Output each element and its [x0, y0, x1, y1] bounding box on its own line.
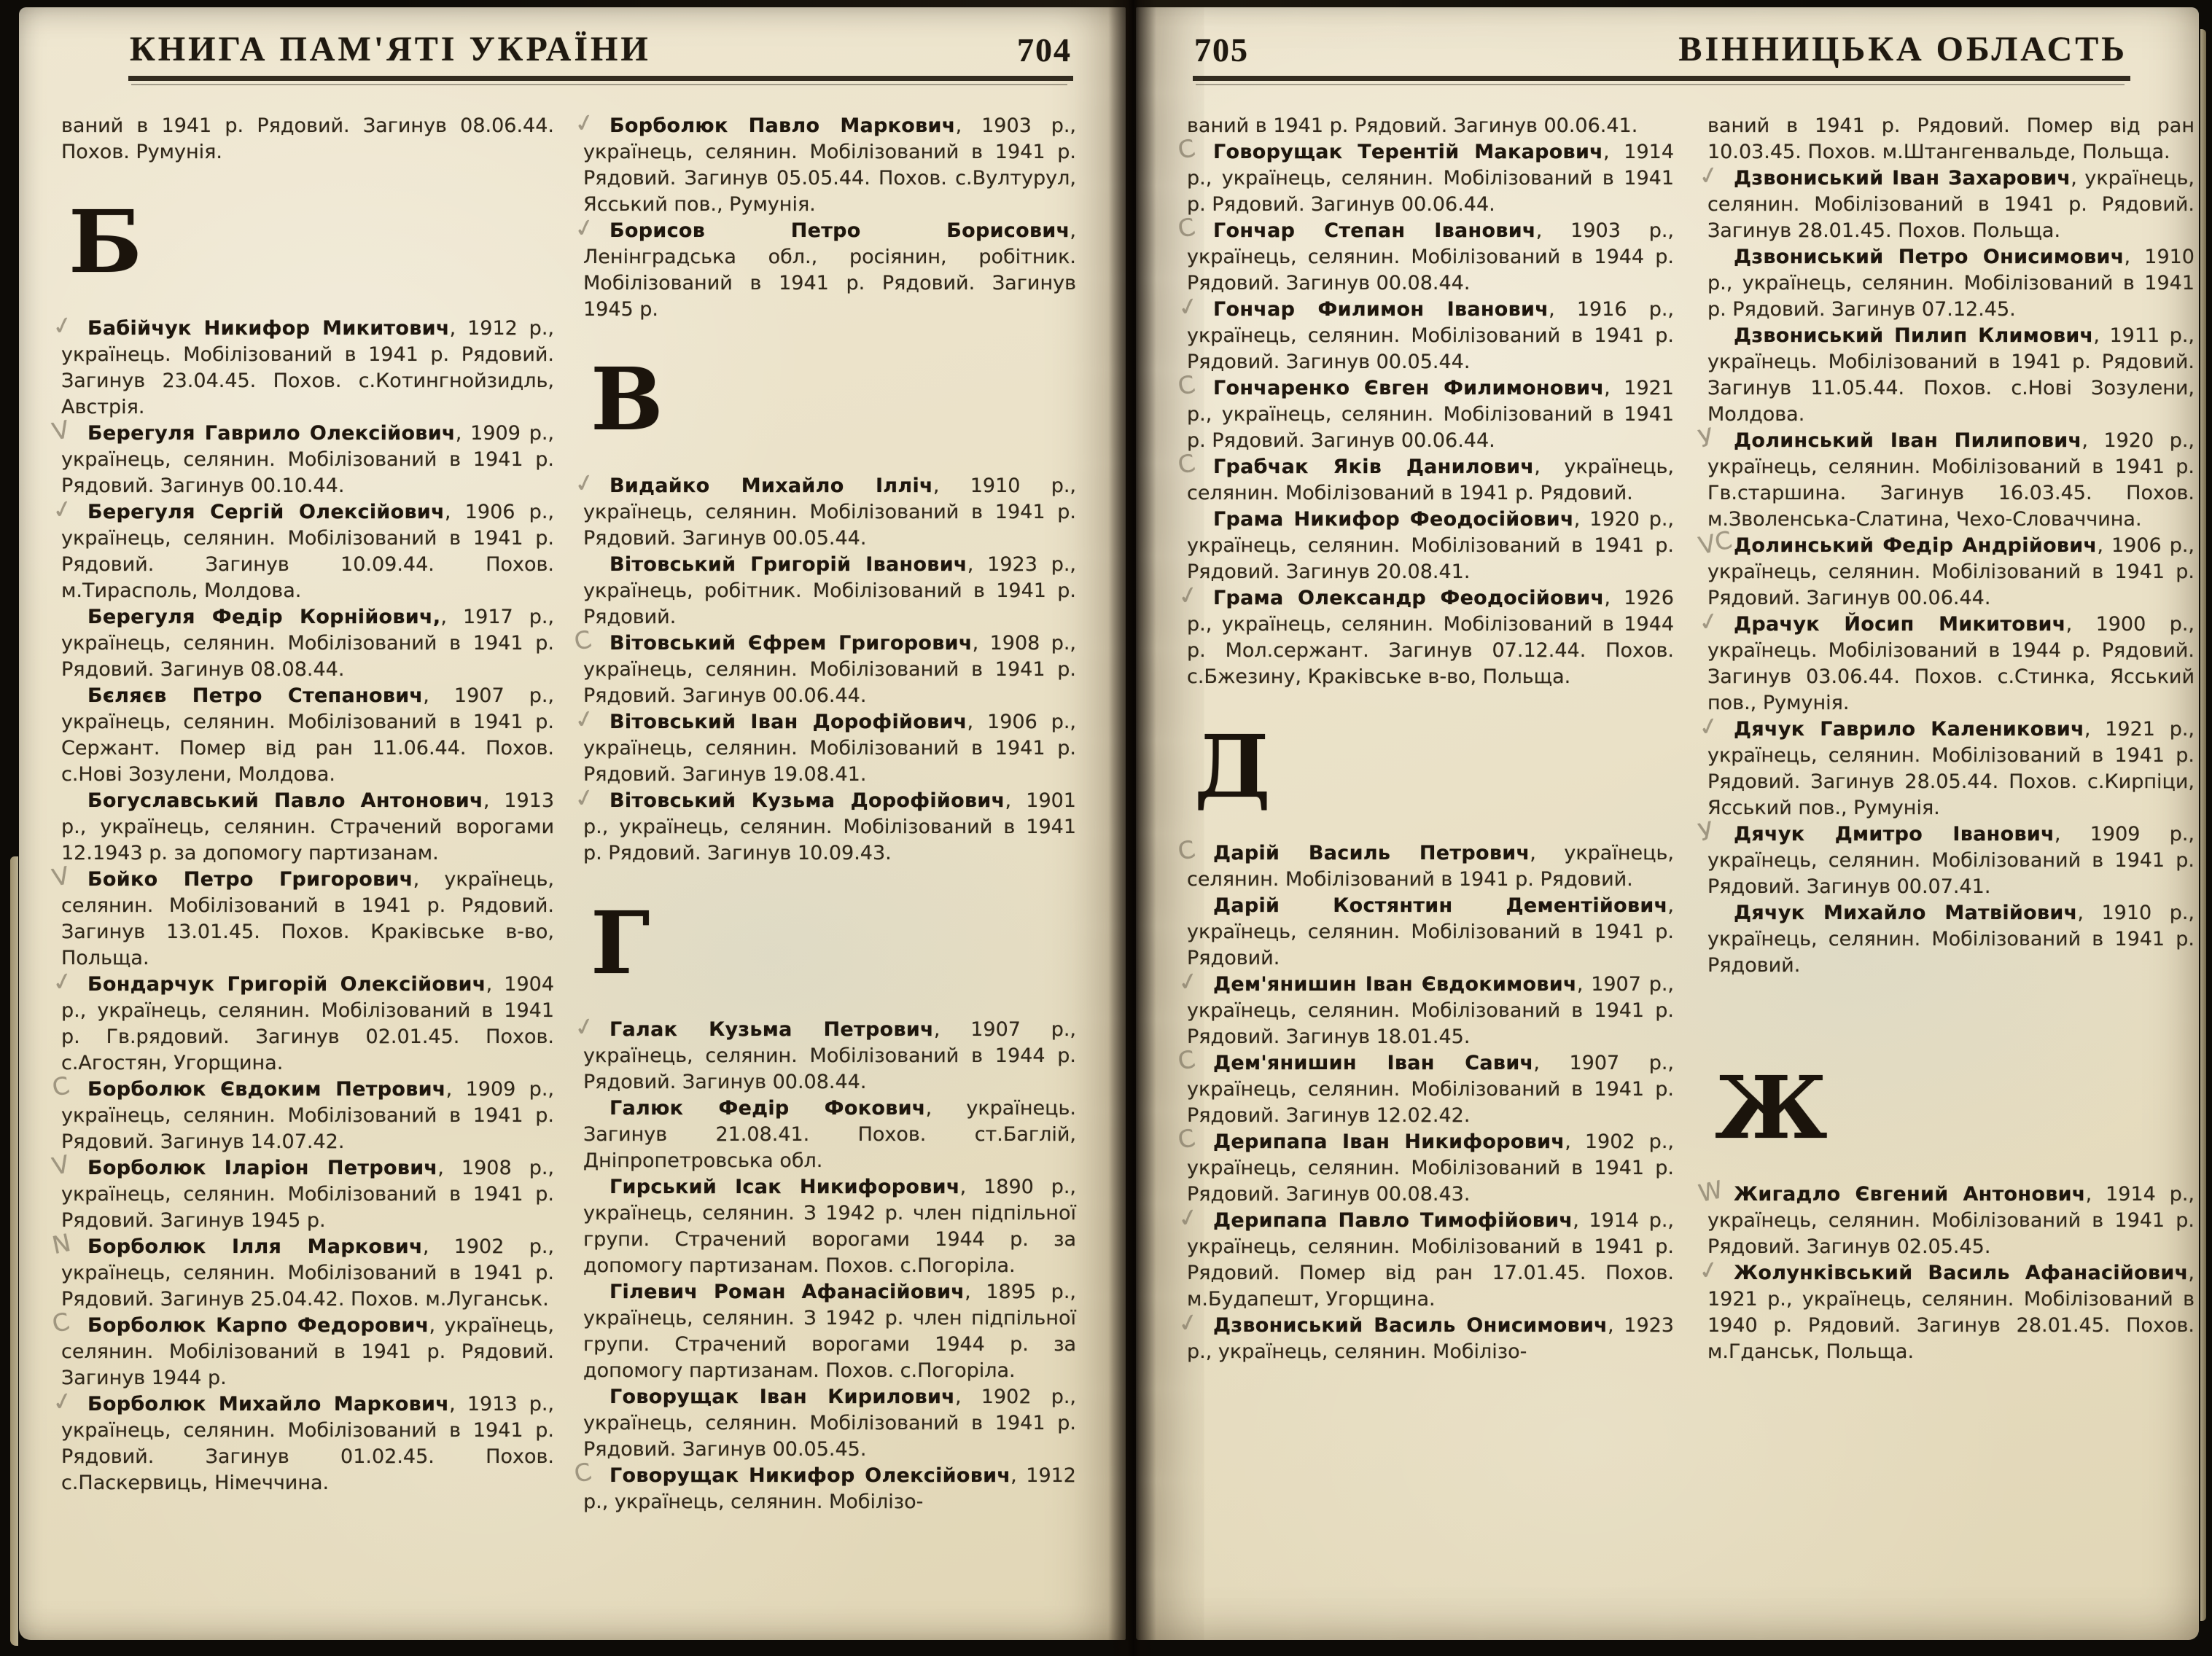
person-name: Богуславський Павло Антонович	[87, 789, 483, 812]
pencil-mark: С	[1175, 370, 1198, 401]
memorial-entry	[1696, 1254, 2195, 1365]
pencil-mark: ✓	[1696, 710, 1722, 743]
entry-details: , українець, селянин. Мобілізований в 1941 р. Рядовий. Загинув 1944 р.	[61, 1314, 555, 1389]
entry-details: , українець, селянин. Мобілізований в 1941 р. Рядовий.	[1187, 842, 1674, 891]
memorial-entry	[61, 788, 554, 867]
pencil-mark: ✓	[1175, 290, 1202, 323]
entry-details: , 1909 р., українець, селянин. Мобілізований в 1941 р. Рядовий. Загинув 00.07.41.	[1707, 823, 2195, 898]
section-letter-Г: Г	[591, 892, 650, 993]
pencil-mark: N	[50, 1227, 74, 1260]
pencil-mark: ✓	[1175, 965, 1202, 998]
pencil-mark: V	[50, 415, 72, 446]
entry-details: , 1921 р., українець, селянин. Мобілізований в 1940 р. Рядовий. Загинув 28.01.45. Похов. м.Гданськ, Польща.	[1707, 1262, 2195, 1363]
person-name: Драчук Йосип Микитович	[1734, 613, 2066, 636]
section-letter-В: В	[591, 348, 663, 450]
memorial-entry	[1707, 900, 2195, 979]
entry-details: , 1917 р., українець, селянин. Мобілізований в 1941 р. Рядовий. Загинув 08.08.44.	[61, 606, 554, 681]
pencil-mark: С	[1175, 1123, 1198, 1155]
pencil-mark: ✓	[50, 1385, 76, 1418]
memorial-entry	[50, 1385, 554, 1496]
header-rule-left	[128, 76, 1073, 81]
entry-details: , 1912 р., українець, селянин. Мобілізо-	[583, 1464, 1076, 1513]
memorial-entry	[583, 1174, 1076, 1279]
memorial-entry	[1175, 1044, 1674, 1129]
person-name: Бєляєв Петро Степанович	[87, 684, 424, 707]
region-title: ВІННИЦЬКА ОБЛАСТЬ	[1678, 30, 2127, 69]
memorial-entry	[572, 625, 1077, 709]
text-column-4	[1696, 113, 2195, 1365]
memorial-entry	[1175, 133, 1674, 218]
person-name: Дячук Михайло Матвійович	[1734, 902, 2078, 924]
person-name: Жолунківський Василь Афанасійович	[1734, 1262, 2189, 1284]
pencil-mark: ✓	[572, 466, 598, 499]
entry-details: , 1890 р., українець, селянин. З 1942 р. член підпільної групи. Страчений ворогами 1944 р. за допомогу партизанам. Похов. с.Погоріла.	[583, 1176, 1076, 1277]
memorial-entry	[583, 1095, 1076, 1174]
memorial-entry	[572, 211, 1076, 323]
person-name: Вітовський Єфрем Григорович	[610, 632, 973, 655]
person-name: Борболюк Іларіон Петрович	[87, 1157, 438, 1179]
entry-details: , 1906 р., українець, селянин. Мобілізований в 1941 р. Рядовий. Загинув 19.08.41.	[583, 711, 1076, 786]
entry-details: , 1910 р., українець, селянин. Мобілізований в 1941 р. Рядовий. Загинув 00.05.44.	[583, 474, 1077, 550]
memorial-entry	[1175, 370, 1674, 454]
person-name: Дзвониський Іван Захарович	[1734, 167, 2071, 190]
person-name: Бондарчук Григорій Олексійович	[87, 973, 486, 996]
pencil-mark: С	[50, 1307, 72, 1338]
entry-details: , 1920 р., українець, селянин. Мобілізований в 1941 р. Гв.старшина. Загинув 16.03.45. Похов. м.Зволенська-Слатина, Чехо-Словаччина.	[1707, 429, 2195, 531]
entry-details: , 1907 р., українець, селянин. Мобілізований в 1941 р. Сержант. Помер від ран 11.06.44. Похов. с.Нові Зозулени, Молдова.	[61, 684, 554, 786]
entry-details: , 1902 р., українець, селянин. Мобілізований в 1941 р. Рядовий. Загинув 25.04.42. Похов. м.Луганськ.	[61, 1235, 555, 1311]
book-title: КНИГА ПАМ'ЯТІ УКРАЇНИ	[130, 30, 651, 69]
person-name: Вітовський Іван Дорофійович	[610, 711, 967, 733]
person-name: Гончар Филимон Іванович	[1213, 298, 1549, 321]
person-name: Грама Никифор Феодосійович	[1213, 508, 1574, 531]
pencil-mark: С	[572, 1457, 594, 1488]
pencil-mark: С	[1175, 133, 1198, 165]
pencil-mark: ✓	[50, 493, 76, 526]
memorial-entry	[1175, 835, 1674, 893]
memorial-entry	[50, 1227, 555, 1313]
entry-details: , 1923 р., українець, селянин. Мобілізо-	[1187, 1314, 1674, 1363]
entry-details: , українець, селянин. Мобілізований в 1941 р. Рядовий.	[1187, 456, 1674, 504]
person-name: Дерипапа Павло Тимофійович	[1213, 1209, 1573, 1232]
entry-details: , 1910 р., українець, селянин. Мобілізований в 1941 р. Рядовий.	[1707, 902, 2195, 977]
pencil-mark: У	[1696, 816, 1716, 847]
page-704	[19, 7, 1126, 1640]
pencil-mark: У	[1696, 422, 1716, 453]
pencil-mark: ✓	[50, 309, 76, 342]
pencil-mark: ✓	[1175, 1306, 1202, 1339]
entry-details: , українець, селянин. Мобілізований в 1941 р. Рядовий. Загинув 28.01.45. Похов. Польща.	[1707, 167, 2195, 242]
book-spine-shadow	[1108, 0, 1156, 1656]
memorial-entry	[572, 106, 1077, 218]
text-column-2	[572, 106, 1077, 1515]
memorial-entry	[1696, 605, 2195, 716]
person-name: Дячук Гаврило Каленикович	[1734, 718, 2084, 741]
section-letter-Ж: Ж	[1715, 1057, 1828, 1158]
memorial-entry	[61, 683, 554, 788]
columns-right-page	[1136, 81, 2199, 1365]
person-name: Дячук Дмитро Іванович	[1734, 823, 2055, 845]
pencil-mark: V	[50, 1149, 72, 1181]
pencil-mark: V	[50, 861, 72, 892]
memorial-entry	[50, 965, 554, 1077]
entry-details: , 1910 р., українець, селянин. Мобілізований в 1941 р. Рядовий. Загинув 07.12.45.	[1707, 246, 2195, 321]
pencil-mark: W	[1696, 1175, 1726, 1208]
person-name: Бабійчук Никифор Микитович	[87, 317, 450, 340]
page-number-704: 704	[1017, 31, 1072, 69]
memorial-entry	[1187, 893, 1674, 972]
person-name: Дерипапа Іван Никифорович	[1213, 1130, 1565, 1153]
memorial-entry	[1175, 579, 1674, 690]
person-name: Видайко Михайло Ілліч	[610, 474, 933, 497]
entry-details: , 1921 р., українець, селянин. Мобілізований в 1941 р. Рядовий. Загинув 00.06.44.	[1187, 377, 1674, 452]
person-name: Дем'янишин Іван Савич	[1213, 1052, 1534, 1074]
entry-details: , 1895 р., українець, селянин. З 1942 р. член підпільної групи. Страчений ворогами 1944 р. за допомогу партизанам. Похов. с.Погоріла.	[583, 1281, 1076, 1382]
entry-details: , 1907 р., українець, селянин. Мобілізований в 1944 р. Рядовий. Загинув 00.08.44.	[583, 1018, 1076, 1093]
person-name: Жигадло Євгений Антонович	[1734, 1183, 2086, 1206]
entry-continuation: ваний в 1941 р. Рядовий. Помер від ран 10.03.45. Похов. м.Штангенвальде, Польща.	[1707, 114, 2195, 163]
memorial-entry	[50, 493, 554, 604]
memorial-entry	[1175, 965, 1674, 1050]
memorial-entry	[572, 781, 1076, 867]
memorial-entry	[1175, 290, 1674, 375]
person-name: Дзвониський Пилип Климович	[1734, 324, 2094, 347]
entry-details: , 1914 р., українець, селянин. Мобілізований в 1941 р. Рядовий. Загинув 02.05.45.	[1707, 1183, 2195, 1258]
entry-details: , українець, селянин. Мобілізований в 1941 р. Рядовий. Загинув 13.01.45. Похов. Краківське в-во, Польща.	[61, 868, 554, 969]
memorial-entry	[572, 1010, 1076, 1095]
person-name: Борболюк Карпо Федорович	[87, 1314, 429, 1337]
page-705	[1136, 7, 2199, 1640]
person-name: Гончаренко Євген Филимонович	[1213, 377, 1605, 399]
entry-details: , 1909 р., українець, селянин. Мобілізований в 1941 р. Рядовий. Загинув 00.10.44.	[61, 422, 554, 497]
entry-details: , 1916 р., українець, селянин. Мобілізований в 1941 р. Рядовий. Загинув 00.05.44.	[1187, 298, 1674, 373]
person-name: Вітовський Кузьма Дорофійович	[610, 789, 1005, 812]
entry-details: , Ленінградська обл., росіянин, робітник. Мобілізований в 1941 р. Рядовий. Загинув 1945 р.	[583, 219, 1076, 321]
pencil-mark: ✓	[572, 703, 598, 735]
page-header-705	[1194, 29, 2127, 69]
memorial-entry	[583, 1384, 1076, 1463]
pencil-mark: ✓	[572, 1010, 598, 1043]
person-name: Гілевич Роман Афанасійович	[610, 1281, 965, 1303]
memorial-entry	[583, 552, 1076, 630]
person-name: Долинський Федір Андрійович	[1734, 534, 2098, 557]
pencil-mark: ✓	[50, 965, 76, 998]
columns-left-page	[19, 81, 1126, 1515]
entry-details: , 1907 р., українець, селянин. Мобілізований в 1941 р. Рядовий. Загинув 18.01.45.	[1187, 973, 1674, 1048]
pencil-mark: ✓	[1696, 159, 1722, 192]
person-name: Дзвониський Василь Онисимович	[1213, 1314, 1608, 1337]
memorial-entry	[1696, 525, 2195, 612]
entry-details: , 1908 р., українець, селянин. Мобілізований в 1941 р. Рядовий. Загинув 1945 р.	[61, 1157, 555, 1232]
person-name: Борболюк Ілля Маркович	[87, 1235, 423, 1258]
entry-details: , 1903 р., українець, селянин. Мобілізований в 1941 р. Рядовий. Загинув 05.05.44. Похов. с.Вултурул, Ясський пов., Румунія.	[583, 114, 1077, 216]
memorial-entry	[1696, 1175, 2195, 1260]
entry-details: , 1920 р., українець, селянин. Мобілізований в 1941 р. Рядовий. Загинув 20.08.41.	[1187, 508, 1674, 583]
memorial-entry	[1175, 1201, 1675, 1313]
memorial-entry	[1696, 422, 2195, 533]
entry-details: , 1906 р., українець, селянин. Мобілізований в 1941 р. Рядовий. Загинув 00.06.44.	[1707, 534, 2195, 609]
person-name: Дем'янишин Іван Євдокимович	[1213, 973, 1577, 996]
person-name: Борболюк Михайло Маркович	[87, 1393, 450, 1415]
section-letter-Д: Д	[1194, 716, 1271, 817]
entry-details: , 1913 р., українець, селянин. Страчений ворогами 12.1943 р. за допомогу партизанам.	[61, 789, 554, 864]
memorial-entry	[50, 1307, 555, 1391]
entry-details: , 1914 р., українець, селянин. Мобілізований в 1941 р. Рядовий. Загинув 00.06.44.	[1187, 141, 1674, 216]
memorial-entry	[572, 1457, 1076, 1515]
person-name: Грама Олександр Феодосійович	[1213, 587, 1605, 609]
memorial-entry	[1175, 448, 1674, 507]
entry-continuation: ваний в 1941 р. Рядовий. Загинув 08.06.44. Похов. Румунія.	[61, 114, 554, 163]
entry-details: , 1906 р., українець, селянин. Мобілізований в 1941 р. Рядовий. Загинув 10.09.44. Похов. м.Тирасполь, Молдова.	[61, 501, 554, 602]
memorial-entry	[1696, 159, 2195, 244]
memorial-entry	[572, 466, 1077, 552]
memorial-entry	[1696, 710, 2195, 821]
person-name: Говорущак Іван Кирилович	[610, 1386, 956, 1408]
pencil-mark: ✓	[572, 106, 598, 139]
pencil-mark: ✓	[1696, 1254, 1722, 1286]
pencil-mark: С	[1175, 835, 1198, 866]
section-letter-Б: Б	[69, 191, 142, 292]
pencil-mark: С	[1175, 212, 1198, 243]
entry-details: , 1902 р., українець, селянин. Мобілізований в 1941 р. Рядовий. Загинув 00.08.43.	[1187, 1130, 1674, 1206]
entry-details: , українець. Загинув 21.08.41. Похов. ст.Баглій, Дніпропетровська обл.	[583, 1097, 1076, 1172]
memorial-entry	[1707, 244, 2195, 323]
person-name: Вітовський Григорій Іванович	[610, 553, 967, 576]
memorial-entry	[50, 1071, 554, 1155]
person-name: Берегуля Гаврило Олексійович	[87, 422, 456, 445]
pencil-mark: VC	[1696, 525, 1735, 561]
pencil-mark: ✓	[1175, 1201, 1202, 1234]
pencil-mark: С	[572, 625, 594, 656]
entry-details: , 1902 р., українець, селянин. Мобілізований в 1941 р. Рядовий. Загинув 00.05.45.	[583, 1386, 1076, 1461]
entry-details: , 1900 р., українець. Мобілізований в 1944 р. Рядовий. Загинув 03.06.44. Похов. с.Стинка, Ясський пов., Румунія.	[1707, 613, 2195, 714]
pencil-mark: ✓	[572, 211, 598, 244]
memorial-entry	[50, 861, 554, 972]
pencil-mark: ✓	[1696, 605, 1722, 638]
memorial-entry	[61, 604, 554, 683]
person-name: Галак Кузьма Петрович	[610, 1018, 934, 1041]
memorial-entry	[1175, 1306, 1674, 1365]
person-name: Борболюк Павло Маркович	[610, 114, 956, 137]
text-column-3	[1175, 113, 1675, 1365]
person-name: Гончар Степан Іванович	[1213, 219, 1536, 242]
person-name: Берегуля Федір Корнійович,	[87, 606, 441, 628]
person-name: Бойко Петро Григорович	[87, 868, 413, 891]
memorial-entry	[50, 415, 554, 499]
person-name: Гирський Ісак Никифорович	[610, 1176, 960, 1198]
person-name: Борисов Петро Борисович	[610, 219, 1070, 242]
memorial-entry	[50, 309, 554, 421]
person-name: Берегуля Сергій Олексійович	[87, 501, 445, 523]
memorial-entry	[572, 703, 1076, 788]
entry-details: , українець, селянин. Мобілізований в 1941 р. Рядовий.	[1187, 894, 1674, 969]
entry-details: , 1911 р., українець. Мобілізований в 1941 р. Рядовий. Загинув 11.05.44. Похов. с.Нові Зозулени, Молдова.	[1707, 324, 2195, 426]
pencil-mark: С	[1175, 448, 1198, 480]
memorial-entry	[583, 1279, 1076, 1384]
pencil-mark: С	[50, 1071, 72, 1102]
pencil-mark: ✓	[1175, 579, 1202, 612]
entry-details: , 1901 р., українець, селянин. Мобілізований в 1941 р. Рядовий. Загинув 10.09.43.	[583, 789, 1076, 864]
memorial-entry	[1175, 212, 1674, 297]
text-column-1	[50, 113, 555, 1515]
entry-details: , 1914 р., українець, селянин. Мобілізований в 1941 р. Рядовий. Помер від ран 17.01.45. Похов. м.Будапешт, Угорщина.	[1187, 1209, 1675, 1311]
entry-details: , 1921 р., українець, селянин. Мобілізований в 1941 р. Рядовий. Загинув 28.05.44. Похов. с.Кирпіци, Ясський пов., Румунія.	[1707, 718, 2195, 819]
memorial-entry	[1707, 323, 2195, 428]
person-name: Долинський Іван Пилипович	[1734, 429, 2082, 452]
memorial-entry	[1696, 816, 2195, 900]
entry-details: , 1909 р., українець, селянин. Мобілізований в 1941 р. Рядовий. Загинув 14.07.42.	[61, 1078, 554, 1153]
pencil-mark: С	[1175, 1044, 1198, 1076]
entry-details: , 1913 р., українець, селянин. Мобілізований в 1941 р. Рядовий. Загинув 01.02.45. Похов. с.Паскервиць, Німеччина.	[61, 1393, 554, 1494]
person-name: Дарій Костянтин Дементійович	[1213, 894, 1668, 917]
entry-details: , 1923 р., українець, робітник. Мобілізований в 1941 р. Рядовий.	[583, 553, 1076, 628]
memorial-entry	[50, 1149, 555, 1234]
entry-details: , 1903 р., українець, селянин. Мобілізований в 1944 р. Рядовий. Загинув 00.08.44.	[1187, 219, 1674, 294]
entry-details: , 1926 р., українець, селянин. Мобілізований в 1944 р. Мол.сержант. Загинув 07.12.44. Похов. с.Бжезину, Краківське в-во, Польща.	[1187, 587, 1674, 688]
memorial-entry	[1175, 1123, 1674, 1208]
person-name: Говорущак Никифор Олексійович	[610, 1464, 1011, 1487]
memorial-entry	[1187, 507, 1674, 585]
person-name: Борболюк Євдоким Петрович	[87, 1078, 446, 1101]
entry-details: , 1907 р., українець, селянин. Мобілізований в 1941 р. Рядовий. Загинув 12.02.42.	[1187, 1052, 1674, 1127]
person-name: Галюк Федір Фокович	[610, 1097, 926, 1120]
entry-continuation: ваний в 1941 р. Рядовий. Загинув 00.06.41.	[1187, 114, 1638, 137]
entry-details: , 1912 р., українець. Мобілізований в 1941 р. Рядовий. Загинув 23.04.45. Похов. с.Котингнойзидль, Австрія.	[61, 317, 554, 418]
page-header-704	[130, 29, 1072, 69]
pencil-mark: ✓	[572, 781, 598, 814]
page-number-705: 705	[1194, 31, 1249, 69]
entry-details: , 1904 р., українець, селянин. Мобілізований в 1941 р. Гв.рядовий. Загинув 02.01.45. Похов. с.Агостян, Угорщина.	[61, 973, 554, 1074]
person-name: Дзвониський Петро Онисимович	[1734, 246, 2125, 268]
person-name: Грабчак Яків Данилович	[1213, 456, 1535, 478]
entry-details: , 1908 р., українець, селянин. Мобілізований в 1941 р. Рядовий. Загинув 00.06.44.	[583, 632, 1077, 707]
person-name: Дарій Василь Петрович	[1213, 842, 1530, 864]
person-name: Говорущак Терентій Макарович	[1213, 141, 1604, 163]
header-rule-right	[1193, 76, 2130, 81]
